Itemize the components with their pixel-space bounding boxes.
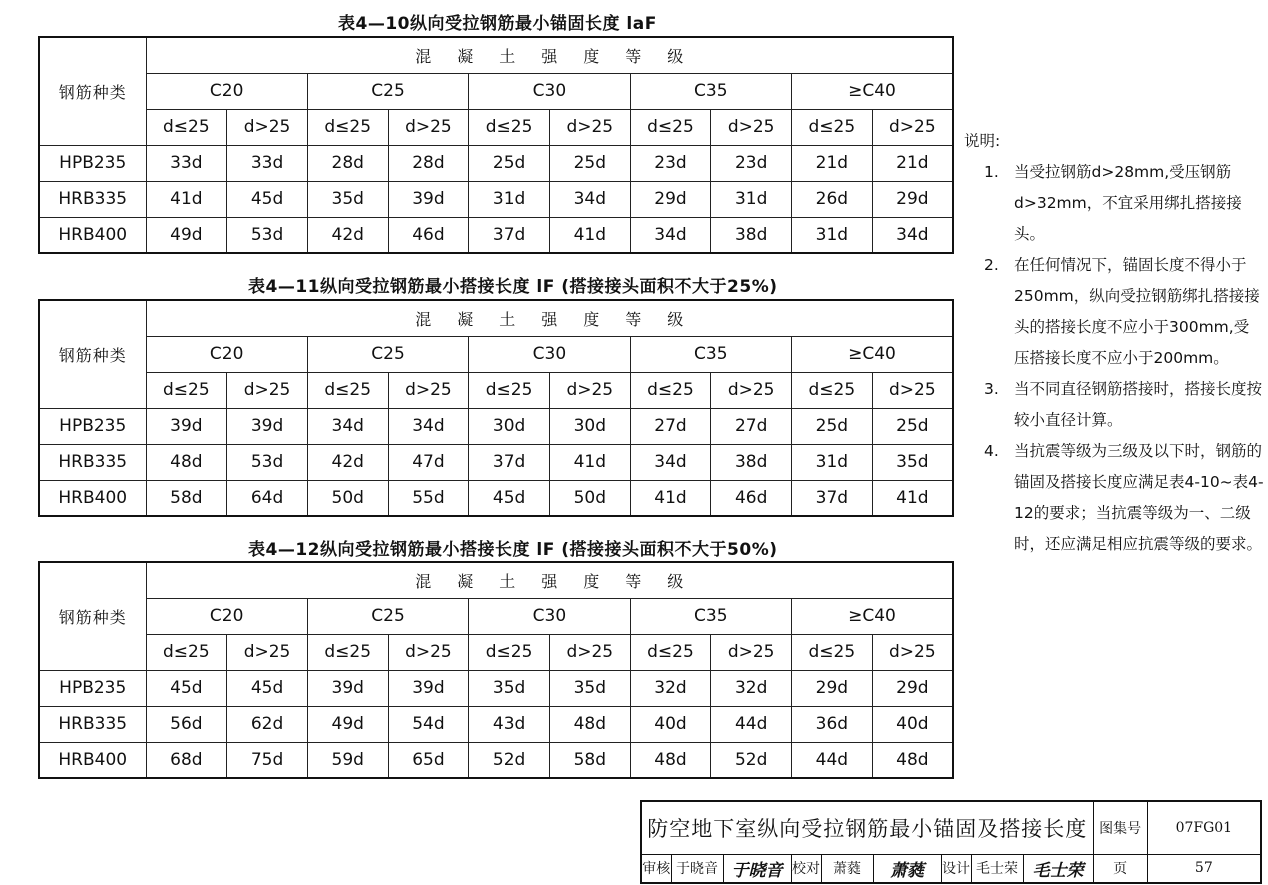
diameter-cell: d>25 <box>711 372 792 408</box>
checker-name: 萧蕤 <box>821 854 873 883</box>
value-cell: 25d <box>872 408 953 444</box>
diameter-cell: d≤25 <box>146 109 227 145</box>
value-cell: 50d <box>307 480 388 516</box>
value-cell: 45d <box>146 670 227 706</box>
notes <box>964 126 1264 560</box>
value-cell: 35d <box>549 670 630 706</box>
value-cell: 48d <box>630 742 711 778</box>
diameter-cell: d>25 <box>872 634 953 670</box>
value-cell: 48d <box>872 742 953 778</box>
diameter-cell: d≤25 <box>469 372 550 408</box>
value-cell: 39d <box>307 670 388 706</box>
design-label: 设计 <box>941 854 971 883</box>
value-cell: 47d <box>388 444 469 480</box>
note-number: 1. <box>984 163 999 181</box>
value-cell: 65d <box>388 742 469 778</box>
value-cell: 45d <box>469 480 550 516</box>
value-cell: 50d <box>549 480 630 516</box>
value-cell: 49d <box>146 217 227 253</box>
value-cell: 39d <box>388 181 469 217</box>
value-cell: 41d <box>549 217 630 253</box>
note-text: 当抗震等级为三级及以下时，钢筋的锚固及搭接长度应满足表4-10~表4-12的要求；当抗震等级为一、二级时，还应满足相应抗震等级的要求。 <box>1014 442 1264 553</box>
value-cell: 31d <box>711 181 792 217</box>
diameter-cell: d>25 <box>711 109 792 145</box>
value-cell: 30d <box>469 408 550 444</box>
diameter-cell: d>25 <box>549 109 630 145</box>
value-cell: 28d <box>388 145 469 181</box>
diameter-cell: d>25 <box>872 372 953 408</box>
checker-signature: 萧蕤 <box>873 854 941 883</box>
value-cell: 25d <box>792 408 873 444</box>
value-cell: 52d <box>469 742 550 778</box>
value-cell: 37d <box>469 444 550 480</box>
review-label: 审核 <box>641 854 671 883</box>
value-cell: 46d <box>711 480 792 516</box>
concrete-grade-header: 混凝土强度等级 <box>146 562 953 598</box>
value-cell: 45d <box>227 181 308 217</box>
value-cell: 41d <box>146 181 227 217</box>
diameter-cell: d≤25 <box>792 109 873 145</box>
grade-cell: C20 <box>146 336 307 372</box>
diameter-cell: d≤25 <box>307 634 388 670</box>
value-cell: 53d <box>227 444 308 480</box>
diameter-cell: d≤25 <box>792 634 873 670</box>
value-cell: 29d <box>872 670 953 706</box>
value-cell: 29d <box>792 670 873 706</box>
diameter-cell: d≤25 <box>146 372 227 408</box>
value-cell: 29d <box>872 181 953 217</box>
value-cell: 21d <box>872 145 953 181</box>
value-cell: 58d <box>146 480 227 516</box>
concrete-grade-header: 混凝土强度等级 <box>146 37 953 73</box>
value-cell: 34d <box>630 444 711 480</box>
diameter-cell: d>25 <box>549 634 630 670</box>
table-row <box>39 408 953 444</box>
value-cell: 37d <box>469 217 550 253</box>
value-cell: 39d <box>146 408 227 444</box>
value-cell: 33d <box>227 145 308 181</box>
value-cell: 62d <box>227 706 308 742</box>
designer-name: 毛士荣 <box>971 854 1023 883</box>
table-4-11 <box>38 299 954 517</box>
diameter-cell: d≤25 <box>630 372 711 408</box>
value-cell: 36d <box>792 706 873 742</box>
value-cell: 23d <box>711 145 792 181</box>
grade-cell: C35 <box>630 73 791 109</box>
diameter-cell: d>25 <box>227 634 308 670</box>
grade-cell: ≥C40 <box>792 73 954 109</box>
table-4-10-title: 表4—10纵向受拉钢筋最小锚固长度 laF <box>338 14 657 34</box>
value-cell: 58d <box>549 742 630 778</box>
value-cell: 48d <box>146 444 227 480</box>
value-cell: 34d <box>872 217 953 253</box>
note-number: 4. <box>984 442 999 460</box>
value-cell: 68d <box>146 742 227 778</box>
concrete-grade-header: 混凝土强度等级 <box>146 300 953 336</box>
table-4-11-title: 表4—11纵向受拉钢筋最小搭接长度 lF (搭接接头面积不大于25%) <box>248 277 778 297</box>
table-4-12-title: 表4—12纵向受拉钢筋最小搭接长度 lF (搭接接头面积不大于50%) <box>248 540 778 560</box>
value-cell: 37d <box>792 480 873 516</box>
value-cell: 75d <box>227 742 308 778</box>
table-row <box>39 444 953 480</box>
table-row <box>39 742 953 778</box>
value-cell: 33d <box>146 145 227 181</box>
value-cell: 39d <box>227 408 308 444</box>
diameter-cell: d≤25 <box>146 634 227 670</box>
table-row <box>39 145 953 181</box>
row-label: HRB335 <box>39 444 146 480</box>
grade-cell: C35 <box>630 598 791 634</box>
value-cell: 35d <box>307 181 388 217</box>
value-cell: 59d <box>307 742 388 778</box>
value-cell: 25d <box>469 145 550 181</box>
note-text: 当不同直径钢筋搭接时，搭接长度按较小直径计算。 <box>1014 380 1263 429</box>
value-cell: 43d <box>469 706 550 742</box>
table-row <box>39 670 953 706</box>
value-cell: 40d <box>872 706 953 742</box>
drawing-title: 防空地下室纵向受拉钢筋最小锚固及搭接长度 <box>641 801 1093 854</box>
atlas-label: 图集号 <box>1093 801 1147 854</box>
value-cell: 27d <box>630 408 711 444</box>
value-cell: 28d <box>307 145 388 181</box>
value-cell: 35d <box>872 444 953 480</box>
diameter-cell: d>25 <box>388 634 469 670</box>
value-cell: 39d <box>388 670 469 706</box>
diameter-cell: d>25 <box>227 109 308 145</box>
table-row <box>39 181 953 217</box>
value-cell: 34d <box>388 408 469 444</box>
value-cell: 55d <box>388 480 469 516</box>
row-label: HRB400 <box>39 742 146 778</box>
note-item <box>964 157 1264 250</box>
value-cell: 35d <box>469 670 550 706</box>
value-cell: 30d <box>549 408 630 444</box>
diameter-cell: d>25 <box>388 109 469 145</box>
diameter-cell: d≤25 <box>307 109 388 145</box>
note-number: 2. <box>984 256 999 274</box>
note-text: 在任何情况下，锚固长度不得小于250mm，纵向受拉钢筋绑扎搭接接头的搭接长度不应小于300mm,受压搭接长度不应小于200mm。 <box>1014 256 1260 367</box>
diameter-cell: d≤25 <box>630 634 711 670</box>
row-label: HRB335 <box>39 181 146 217</box>
value-cell: 49d <box>307 706 388 742</box>
row-label: HPB235 <box>39 408 146 444</box>
value-cell: 52d <box>711 742 792 778</box>
row-label: HRB335 <box>39 706 146 742</box>
grade-cell: C35 <box>630 336 791 372</box>
page-number: 57 <box>1147 854 1261 883</box>
diameter-cell: d≤25 <box>792 372 873 408</box>
value-cell: 54d <box>388 706 469 742</box>
grade-cell: C25 <box>307 73 468 109</box>
value-cell: 42d <box>307 217 388 253</box>
value-cell: 34d <box>549 181 630 217</box>
reviewer-signature: 于晓音 <box>723 854 791 883</box>
value-cell: 26d <box>792 181 873 217</box>
note-item <box>964 250 1264 374</box>
value-cell: 41d <box>872 480 953 516</box>
value-cell: 42d <box>307 444 388 480</box>
value-cell: 38d <box>711 217 792 253</box>
value-cell: 44d <box>792 742 873 778</box>
rebar-type-header: 钢筋种类 <box>39 562 146 670</box>
value-cell: 31d <box>792 444 873 480</box>
diameter-cell: d>25 <box>549 372 630 408</box>
value-cell: 46d <box>388 217 469 253</box>
value-cell: 23d <box>630 145 711 181</box>
grade-cell: C30 <box>469 336 630 372</box>
diameter-cell: d>25 <box>872 109 953 145</box>
diameter-cell: d≤25 <box>307 372 388 408</box>
grade-cell: C20 <box>146 73 307 109</box>
row-label: HRB400 <box>39 480 146 516</box>
grade-cell: C30 <box>469 73 630 109</box>
value-cell: 27d <box>711 408 792 444</box>
designer-signature: 毛士荣 <box>1023 854 1093 883</box>
value-cell: 53d <box>227 217 308 253</box>
table-4-10 <box>38 36 954 254</box>
value-cell: 32d <box>630 670 711 706</box>
row-label: HRB400 <box>39 217 146 253</box>
value-cell: 29d <box>630 181 711 217</box>
diameter-cell: d>25 <box>711 634 792 670</box>
table-row <box>39 217 953 253</box>
rebar-type-header: 钢筋种类 <box>39 37 146 145</box>
grade-cell: C25 <box>307 598 468 634</box>
atlas-number: 07FG01 <box>1147 801 1261 854</box>
value-cell: 34d <box>307 408 388 444</box>
note-item <box>964 374 1264 436</box>
value-cell: 41d <box>630 480 711 516</box>
value-cell: 40d <box>630 706 711 742</box>
row-label: HPB235 <box>39 670 146 706</box>
diameter-cell: d>25 <box>227 372 308 408</box>
diameter-cell: d≤25 <box>469 634 550 670</box>
value-cell: 48d <box>549 706 630 742</box>
diameter-cell: d>25 <box>388 372 469 408</box>
value-cell: 31d <box>469 181 550 217</box>
value-cell: 56d <box>146 706 227 742</box>
value-cell: 25d <box>549 145 630 181</box>
grade-cell: C20 <box>146 598 307 634</box>
table-row <box>39 480 953 516</box>
notes-heading: 说明: <box>964 132 1001 150</box>
diameter-cell: d≤25 <box>630 109 711 145</box>
value-cell: 21d <box>792 145 873 181</box>
value-cell: 44d <box>711 706 792 742</box>
rebar-type-header: 钢筋种类 <box>39 300 146 408</box>
row-label: HPB235 <box>39 145 146 181</box>
note-item <box>964 436 1264 560</box>
value-cell: 41d <box>549 444 630 480</box>
diameter-cell: d≤25 <box>469 109 550 145</box>
grade-cell: C30 <box>469 598 630 634</box>
table-row <box>39 706 953 742</box>
page-label: 页 <box>1093 854 1147 883</box>
notes-list <box>964 157 1264 560</box>
reviewer-name: 于晓音 <box>671 854 723 883</box>
value-cell: 64d <box>227 480 308 516</box>
grade-cell: C25 <box>307 336 468 372</box>
value-cell: 31d <box>792 217 873 253</box>
value-cell: 32d <box>711 670 792 706</box>
grade-cell: ≥C40 <box>792 336 954 372</box>
note-number: 3. <box>984 380 999 398</box>
value-cell: 38d <box>711 444 792 480</box>
title-block <box>640 800 1262 884</box>
value-cell: 45d <box>227 670 308 706</box>
value-cell: 34d <box>630 217 711 253</box>
grade-cell: ≥C40 <box>792 598 954 634</box>
note-text: 当受拉钢筋d>28mm,受压钢筋d>32mm，不宜采用绑扎搭接接头。 <box>1014 163 1242 243</box>
check-label: 校对 <box>791 854 821 883</box>
table-4-12 <box>38 561 954 779</box>
